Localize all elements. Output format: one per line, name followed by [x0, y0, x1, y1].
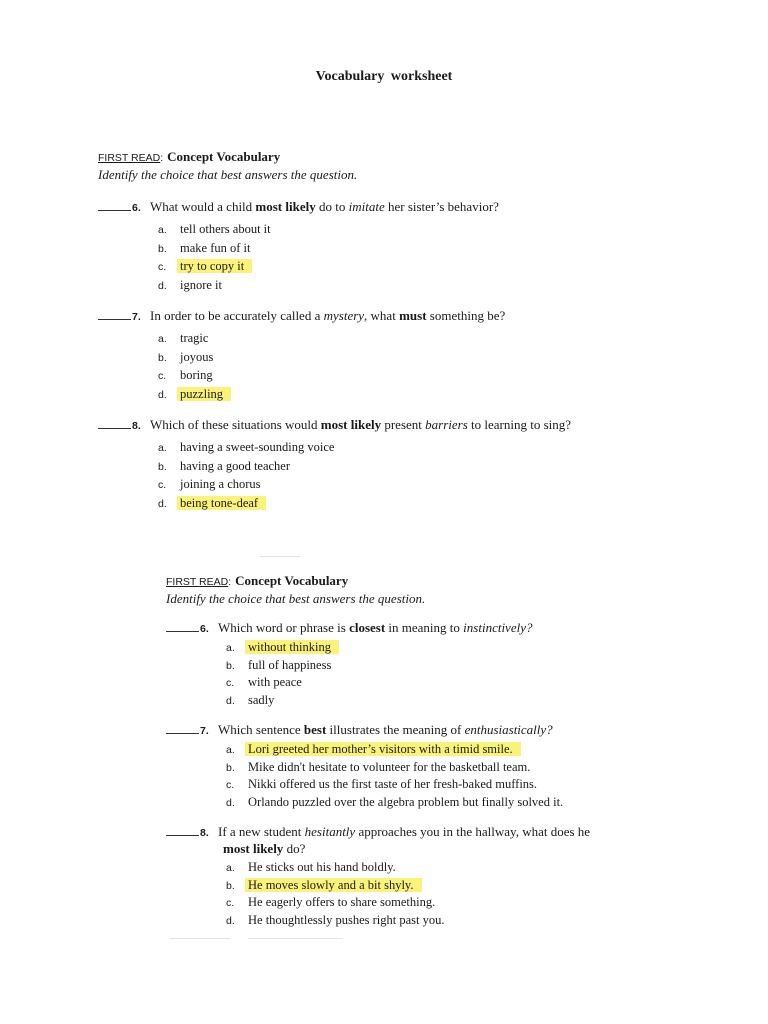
option-c[interactable] [158, 257, 738, 276]
option-text: sadly [248, 692, 275, 707]
section-header [98, 149, 738, 165]
option-b[interactable] [158, 348, 738, 367]
vocabulary-word: enthusiastically? [464, 722, 553, 737]
section-2 [166, 573, 756, 929]
option-letter: d. [158, 497, 167, 510]
question-7 [166, 721, 756, 811]
option-c[interactable] [226, 674, 756, 692]
options-list [158, 438, 738, 512]
option-d[interactable] [226, 912, 756, 930]
option-text: Nikki offered us the first taste of her fresh-baked muffins. [248, 777, 538, 791]
question-text-part: present [381, 417, 426, 432]
question-text [150, 199, 499, 214]
option-c[interactable] [226, 776, 756, 794]
question-6 [98, 198, 738, 294]
question-bold-term: most likely [223, 841, 284, 856]
option-d[interactable] [226, 692, 756, 710]
section-instruction: Identify the choice that best answers the question. [166, 591, 426, 606]
option-text: He thoughtlessly pushes right past you. [248, 912, 445, 927]
option-c[interactable] [226, 894, 756, 912]
vocabulary-word: barriers [425, 417, 468, 432]
question-text-part: something be? [426, 308, 506, 323]
question-continuation [223, 841, 756, 857]
option-a[interactable] [158, 220, 738, 239]
question-number: 8. [200, 827, 209, 839]
option-text-highlighted: try to copy it [177, 259, 252, 273]
answer-blank[interactable] [98, 309, 131, 320]
option-b[interactable] [226, 877, 756, 895]
option-letter: b. [226, 659, 235, 672]
question-number: 8. [132, 420, 141, 432]
question-bold-term: most likely [320, 417, 382, 432]
question-text-part: Which of these situations would [150, 417, 321, 432]
question-number: 6. [132, 202, 141, 214]
option-b[interactable] [226, 657, 756, 675]
question-number: 6. [200, 623, 209, 635]
scan-mark [260, 556, 300, 557]
question-text-part: Which sentence [218, 722, 304, 737]
question-text-part: to learning to sing? [467, 417, 572, 432]
option-text-highlighted: without thinking [245, 640, 339, 654]
question-line [166, 823, 756, 841]
option-letter: a. [158, 224, 167, 236]
answer-blank[interactable] [98, 200, 131, 211]
option-text: tragic [180, 331, 209, 345]
option-letter: a. [226, 642, 235, 654]
option-letter: a. [158, 333, 167, 345]
section-instruction: Identify the choice that best answers the question. [98, 167, 358, 182]
answer-blank[interactable] [166, 723, 199, 734]
option-a[interactable] [158, 438, 738, 457]
question-number: 7. [132, 311, 141, 323]
option-text: joyous [180, 349, 214, 364]
option-letter: c. [158, 261, 167, 273]
option-letter: a. [226, 744, 235, 756]
question-text [150, 417, 571, 432]
option-text: with peace [248, 675, 302, 689]
header-colon: : [228, 576, 232, 588]
options-list [226, 741, 756, 811]
question-text [218, 824, 590, 839]
option-text: having a good teacher [180, 458, 291, 473]
options-list [226, 639, 756, 709]
option-b[interactable] [158, 239, 738, 258]
option-letter: d. [158, 388, 167, 401]
option-a[interactable] [226, 639, 756, 657]
option-letter: c. [226, 779, 235, 791]
answer-blank[interactable] [166, 621, 199, 632]
answer-blank[interactable] [98, 418, 131, 429]
options-list [158, 220, 738, 294]
option-letter: c. [226, 677, 235, 689]
option-letter: c. [158, 479, 167, 491]
question-6 [166, 619, 756, 709]
section-1 [98, 149, 738, 512]
option-letter: b. [226, 761, 235, 774]
option-text-highlighted: puzzling [177, 387, 231, 401]
option-letter: b. [158, 460, 167, 473]
section-header [166, 573, 756, 589]
option-d[interactable] [158, 276, 738, 295]
question-text [150, 308, 505, 323]
option-letter: d. [158, 279, 167, 292]
option-text: full of happiness [248, 657, 332, 672]
vocabulary-word: imitate [348, 199, 385, 214]
option-c[interactable] [158, 366, 738, 385]
question-text-part: in meaning to [385, 620, 464, 635]
section-title: Concept Vocabulary [167, 149, 281, 164]
question-7 [98, 307, 738, 403]
option-text: He sticks out his hand boldly. [248, 860, 396, 874]
option-letter: a. [226, 862, 235, 874]
question-text-part: If a new student [218, 824, 305, 839]
option-text: joining a chorus [180, 477, 261, 491]
question-text [218, 620, 532, 635]
header-colon: : [160, 152, 164, 164]
option-text: make fun of it [180, 240, 251, 255]
answer-blank[interactable] [166, 825, 199, 836]
option-text-highlighted: Lori greeted her mother’s visitors with a timid smile. [245, 742, 521, 756]
question-bold-term: closest [349, 620, 386, 635]
question-text-part: In order to be accurately called a [150, 308, 324, 323]
option-d[interactable] [158, 385, 738, 404]
option-letter: c. [158, 370, 167, 382]
options-list [158, 329, 738, 403]
option-text: Mike didn't hesitate to volunteer for the basketball team. [248, 759, 531, 774]
option-letter: b. [226, 879, 235, 892]
vocabulary-word: hesitantly [304, 824, 356, 839]
question-text-part: her sister’s behavior? [384, 199, 499, 214]
option-letter: d. [226, 914, 235, 927]
option-b[interactable] [158, 457, 738, 476]
question-text-part: Which word or phrase is [218, 620, 350, 635]
option-a[interactable] [226, 741, 756, 759]
option-letter: d. [226, 796, 235, 809]
vocabulary-word: mystery [323, 308, 365, 323]
option-d[interactable] [226, 794, 756, 812]
question-text-part: approaches you in the hallway, what does he [355, 824, 591, 839]
first-read-label: FIRST READ [166, 576, 229, 588]
option-text: Orlando puzzled over the algebra problem but finally solved it. [248, 794, 564, 809]
option-letter: d. [226, 694, 235, 707]
question-bold-term: best [303, 722, 327, 737]
option-text: He eagerly offers to share something. [248, 895, 436, 909]
option-letter: b. [158, 242, 167, 255]
option-text: having a sweet-sounding voice [180, 440, 335, 454]
question-text-part: do to [315, 199, 349, 214]
question-text-part: do? [283, 841, 306, 856]
vocabulary-word: instinctively? [463, 620, 533, 635]
option-a[interactable] [158, 329, 738, 348]
question-bold-term: must [399, 308, 427, 323]
option-a[interactable] [226, 859, 756, 877]
question-8 [166, 823, 756, 929]
option-text: boring [180, 368, 213, 382]
option-c[interactable] [158, 475, 738, 494]
option-text-highlighted: being tone-deaf [177, 496, 266, 510]
worksheet-title: Vocabulary worksheet [315, 69, 453, 84]
option-letter: c. [226, 897, 235, 909]
question-text-part: illustrates the meaning of [326, 722, 465, 737]
first-read-label: FIRST READ [98, 152, 161, 164]
option-b[interactable] [226, 759, 756, 777]
option-text: tell others about it [180, 222, 271, 236]
section-title: Concept Vocabulary [235, 573, 349, 588]
option-text-highlighted: He moves slowly and a bit shyly. [245, 878, 422, 892]
scan-mark [170, 938, 230, 939]
option-text: ignore it [180, 277, 223, 292]
question-bold-term: most likely [255, 199, 316, 214]
options-list [226, 859, 756, 929]
question-number: 7. [200, 725, 209, 737]
question-8 [98, 416, 738, 512]
scan-mark [248, 938, 343, 939]
option-d[interactable] [158, 494, 738, 513]
question-text [218, 722, 553, 737]
option-letter: b. [158, 351, 167, 364]
question-text-part: , what [364, 308, 400, 323]
question-text-part: What would a child [150, 199, 256, 214]
option-letter: a. [158, 442, 167, 454]
